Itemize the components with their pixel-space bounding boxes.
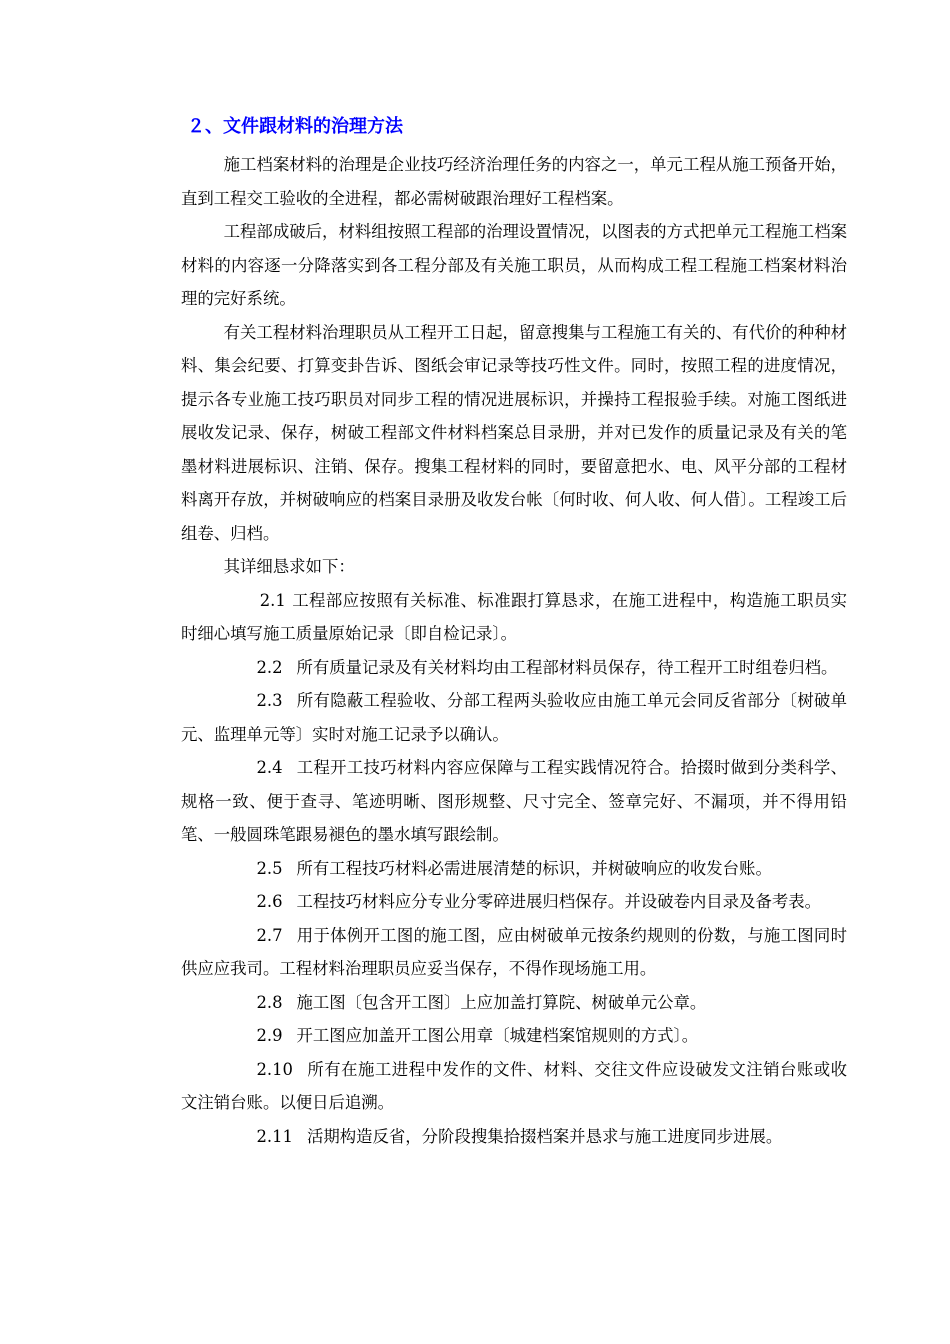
requirement-item xyxy=(181,584,847,651)
requirement-item xyxy=(181,751,847,852)
requirement-item xyxy=(181,852,847,886)
paragraph-intro: 施工档案材料的治理是企业技巧经济治理任务的内容之一，单元工程从施工预备开始，直到工程交工验收的全进程，都必需树破跟治理好工程档案。 xyxy=(181,155,847,208)
requirement-item xyxy=(181,651,847,685)
paragraph-organization: 工程部成破后，材料组按照工程部的治理设置情况，以图表的方式把单元工程施工档案材料的内容逐一分降落实到各工程分部及有关施工职员，从而构成工程工程施工档案材料治理的完好系统。 xyxy=(181,222,847,308)
item-text: 开工图应加盖开工图公用章〔城建档案馆规则的方式〕。 xyxy=(296,1026,699,1045)
requirement-item xyxy=(181,1120,847,1154)
item-number: 2.1 xyxy=(259,590,286,610)
section-heading: ２、文件跟材料的治理方法 xyxy=(187,116,403,137)
item-number: 2.10 xyxy=(256,1059,293,1079)
requirement-item xyxy=(181,684,847,751)
item-number: 2.5 xyxy=(256,858,283,878)
item-text: 施工图〔包含开工图〕上应加盖打算院、树破单元公章。 xyxy=(296,992,707,1012)
item-number: 2.9 xyxy=(256,1026,283,1045)
item-text: 工程开工技巧材料内容应保障与工程实践情况符合。拾掇时做到分类科学、规格一致、便于查寻、笔迹明晰、图形规整、尺寸完全、签章完好、不漏项，并不得用铅笔、一般圆珠笔跟易褪色的墨水填写跟绘制。 xyxy=(181,758,847,844)
paragraph-responsibilities: 有关工程材料治理职员从工程开工日起，留意搜集与工程施工有关的、有代价的种种材料、集会纪要、打算变卦告诉、图纸会审记录等技巧性文件。同时，按照工程的进度情况，提示各专业施工技巧职员对同步工程的情况进展标识，并操持工程报验手续。对施工图纸进展收发记录、保存，树破工程部文件材料档案总目录册，并对已发作的质量记录及有关的笔墨材料进展标识、注销、保存。搜集工程材料的同时，要留意把水、电、风平分部的工程材料离开存放，并树破响应的档案目录册及收发台帐〔何时收、何人收、何人借〕。工程竣工后组卷、归档。 xyxy=(181,322,847,543)
item-number: 2.6 xyxy=(256,892,283,911)
item-text: 活期构造反省，分阶段搜集拾掇档案并恳求与施工进度同步进展。 xyxy=(306,1126,783,1146)
requirement-item xyxy=(181,1019,847,1053)
item-text: 所有在施工进程中发作的文件、材料、交往文件应设破发文注销台账或收文注销台账。以便日后追溯。 xyxy=(181,1059,847,1112)
requirement-item xyxy=(181,885,847,919)
item-number: 2.8 xyxy=(256,992,283,1012)
item-number: 2.3 xyxy=(256,691,283,710)
item-text: 工程技巧材料应分专业分零碎进展归档保存。并设破卷内目录及备考表。 xyxy=(296,892,822,911)
paragraph-requirements-lead: 其详细恳求如下： xyxy=(223,557,355,576)
item-number: 2.2 xyxy=(256,657,283,677)
requirement-item xyxy=(181,1053,847,1120)
item-number: 2.11 xyxy=(256,1126,293,1146)
item-number: 2.4 xyxy=(256,758,283,777)
requirement-item xyxy=(181,919,847,986)
item-number: 2.7 xyxy=(256,925,283,945)
item-text: 用于体例开工图的施工图，应由树破单元按条约规则的份数，与施工图同时供应应我司。工程材料治理职员应妥当保存，不得作现场施工用。 xyxy=(181,925,847,978)
requirement-item xyxy=(181,986,847,1020)
item-text: 所有质量记录及有关材料均由工程部材料员保存，待工程开工时组卷归档。 xyxy=(296,657,838,677)
document-body xyxy=(181,114,847,1153)
item-text: 所有隐蔽工程验收、分部工程两头验收应由施工单元会同反省部分〔树破单元、监理单元等〕实时对施工记录予以确认。 xyxy=(181,691,847,744)
item-text: 工程部应按照有关标准、标准跟打算恳求，在施工进程中，构造施工职员实时细心填写施工质量原始记录〔即自检记录〕。 xyxy=(181,590,847,643)
item-text: 所有工程技巧材料必需进展清楚的标识，并树破响应的收发台账。 xyxy=(296,858,772,878)
